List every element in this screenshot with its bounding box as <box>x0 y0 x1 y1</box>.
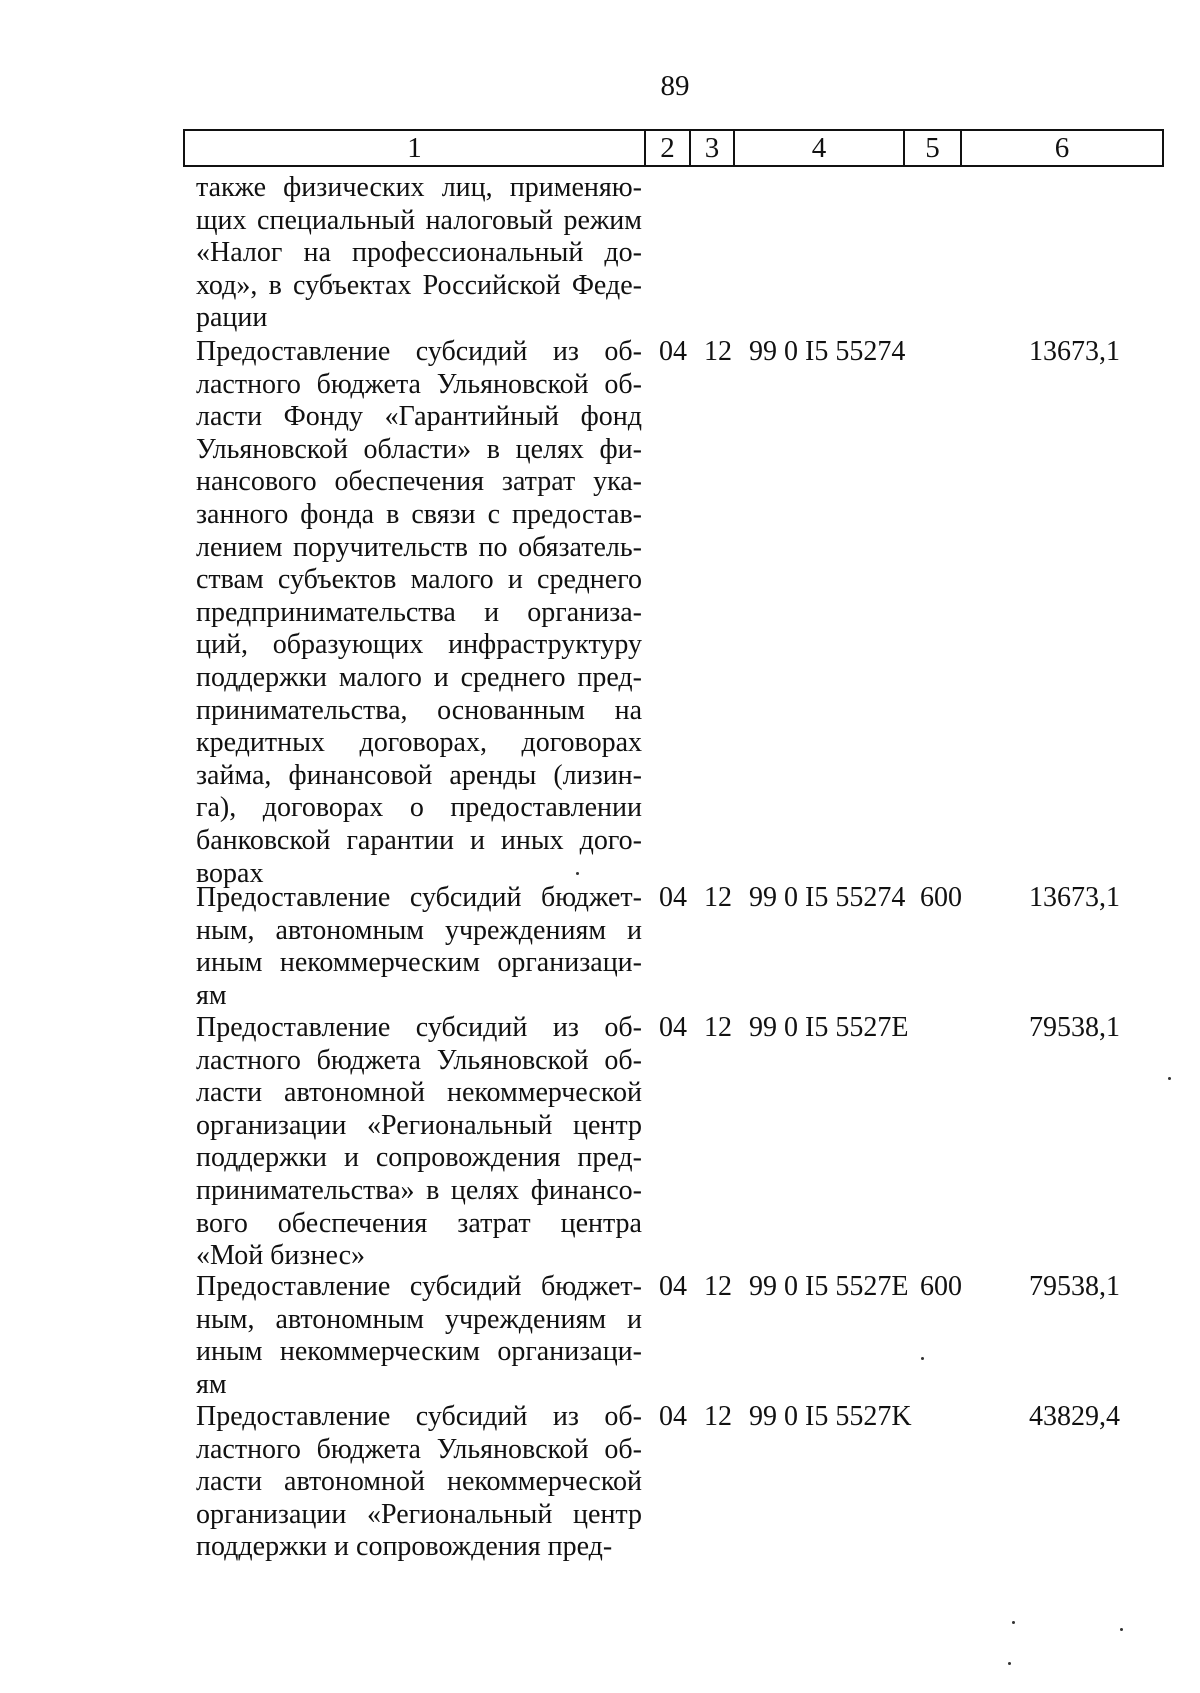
description-line: занного фонда в связи с предостав- <box>196 498 642 530</box>
description-line: щих специальный налоговый режим <box>196 204 642 236</box>
description-line: вого обеспечения затрат центра <box>196 1207 642 1239</box>
header-col-6: 6 <box>961 130 1163 166</box>
cell-c6: 13673,1 <box>1029 882 1120 913</box>
cell-c2: 04 <box>659 1012 687 1043</box>
header-col-3: 3 <box>690 130 734 166</box>
header-col-2: 2 <box>645 130 690 166</box>
description-line: ласти Фонду «Гарантийный фонд <box>196 401 642 433</box>
row-description <box>196 1401 642 1564</box>
description-line: рации <box>196 302 268 334</box>
cell-c4: 99 0 I5 55274 <box>749 882 906 913</box>
description-line: га), договорах о предоставлении <box>196 792 642 824</box>
description-line: предпринимательства и организа- <box>196 596 642 628</box>
description-line: организации «Региональный центр <box>196 1109 642 1141</box>
row-description <box>196 1271 642 1401</box>
table-header <box>183 129 1164 167</box>
description-line: ласти автономной некоммерческой <box>196 1466 642 1498</box>
cell-c6: 43829,4 <box>1029 1401 1120 1432</box>
description-line: кредитных договорах, договорах <box>196 727 642 759</box>
description-line: Ульяновской области» в целях фи- <box>196 433 642 465</box>
cell-c2: 04 <box>659 1401 687 1432</box>
cell-c3: 12 <box>704 882 732 913</box>
description-line: Предоставление субсидий бюджет- <box>196 882 642 913</box>
row-description <box>196 1012 642 1273</box>
cell-c6: 79538,1 <box>1029 1012 1120 1043</box>
description-line: банковской гарантии и иных дого- <box>196 824 642 856</box>
description-line: нансового обеспечения затрат ука- <box>196 466 642 498</box>
scan-speck <box>1012 1621 1015 1624</box>
description-line: поддержки и сопровождения пред- <box>196 1142 642 1174</box>
description-line: Предоставление субсидий бюджет- <box>196 1271 642 1302</box>
description-line: лением поручительств по обязатель- <box>196 531 642 563</box>
cell-c2: 04 <box>659 336 687 367</box>
description-line: ций, образующих инфраструктуру <box>196 629 642 661</box>
scan-speck <box>1120 1628 1123 1631</box>
description-line: «Налог на профессиональный до- <box>196 237 642 269</box>
description-line: Предоставление субсидий из об- <box>196 336 642 367</box>
cell-c6: 79538,1 <box>1029 1271 1120 1302</box>
cell-c2: 04 <box>659 882 687 913</box>
cell-c3: 12 <box>704 336 732 367</box>
scan-speck <box>1168 1077 1171 1080</box>
description-line: иным некоммерческим организаци- <box>196 1336 642 1368</box>
row-description <box>196 172 642 335</box>
description-line: ласти автономной некоммерческой <box>196 1077 642 1109</box>
description-line: поддержки и сопровождения пред- <box>196 1531 613 1563</box>
description-line: иным некоммерческим организаци- <box>196 947 642 979</box>
cell-c3: 12 <box>704 1401 732 1432</box>
header-col-4: 4 <box>734 130 904 166</box>
description-line: ным, автономным учреждениям и <box>196 914 642 946</box>
cell-c3: 12 <box>704 1012 732 1043</box>
description-line: ворах <box>196 857 264 889</box>
cell-c5: 600 <box>920 882 962 913</box>
page-number: 89 <box>660 70 690 102</box>
description-line: Предоставление субсидий из об- <box>196 1012 642 1043</box>
scan-speck <box>1008 1662 1011 1665</box>
description-line: ластного бюджета Ульяновской об- <box>196 1044 642 1076</box>
cell-c4: 99 0 I5 5527E <box>749 1012 909 1043</box>
cell-c6: 13673,1 <box>1029 336 1120 367</box>
header-col-1: 1 <box>184 130 645 166</box>
cell-c2: 04 <box>659 1271 687 1302</box>
description-line: «Мой бизнес» <box>196 1240 366 1272</box>
header-col-5: 5 <box>904 130 961 166</box>
cell-c4: 99 0 I5 55274 <box>749 336 906 367</box>
description-line: ход», в субъектах Российской Феде- <box>196 269 642 301</box>
description-line: ствам субъектов малого и среднего <box>196 564 642 596</box>
description-line: также физических лиц, применяю- <box>196 172 642 203</box>
description-line: принимательства, основанным на <box>196 694 642 726</box>
cell-c4: 99 0 I5 5527K <box>749 1401 912 1432</box>
description-line: ям <box>196 1368 227 1400</box>
description-line: принимательства» в целях финансо- <box>196 1174 642 1206</box>
description-line: ям <box>196 979 227 1011</box>
description-line: Предоставление субсидий из об- <box>196 1401 642 1432</box>
description-line: организации «Региональный центр <box>196 1498 642 1530</box>
description-line: ластного бюджета Ульяновской об- <box>196 368 642 400</box>
row-description <box>196 882 642 1012</box>
cell-c3: 12 <box>704 1271 732 1302</box>
cell-c4: 99 0 I5 5527E <box>749 1271 909 1302</box>
row-description <box>196 336 642 890</box>
description-line: ластного бюджета Ульяновской об- <box>196 1433 642 1465</box>
cell-c5: 600 <box>920 1271 962 1302</box>
scan-speck <box>576 872 579 875</box>
description-line: поддержки малого и среднего пред- <box>196 661 642 693</box>
description-line: займа, финансовой аренды (лизин- <box>196 759 642 791</box>
scan-speck <box>921 1357 924 1360</box>
description-line: ным, автономным учреждениям и <box>196 1303 642 1335</box>
